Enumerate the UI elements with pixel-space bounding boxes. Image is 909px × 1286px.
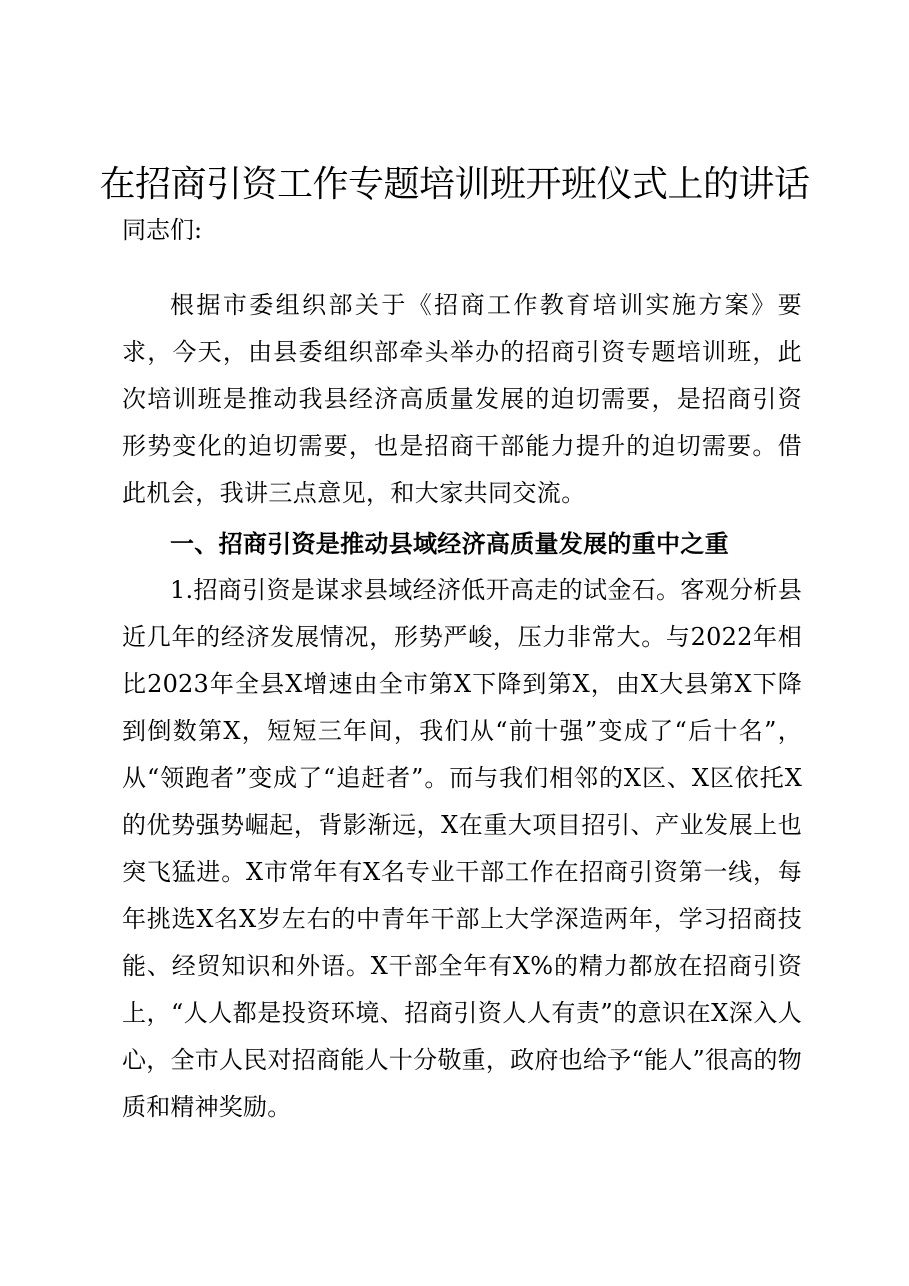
section-1-paragraph-1: 1.招商引资是谋求县域经济低开高走的试金石。客观分析县近几年的经济发展情况，形势严峻，压力非常大。与2022年相比2023年全县X增速由全市第X下降到第X，由X大县第X下降到倒数第X，短短三年间，我们从“前十强”变成了“后十名”，从“领跑者”变成了“追赶者”。而与我们相邻的X区、X区依托X的优势强势崛起，背影渐远，X在重大项目招引、产业发展上也突飞猛进。X市常年有X名专业干部工作在招商引资第一线，每年挑选X名X岁左右的中青年干部上大学深造两年，学习招商技能、经贸知识和外语。X干部全年有X%的精力都放在招商引资上，“人人都是投资环境、招商引资人人有责”的意识在X深入人心，全市人民对招商能人十分敬重，政府也给予“能人”很高的物质和精神奖励。 <box>122 576 802 1121</box>
section-heading-1: 一、招商引资是推动县域经济高质量发展的重中之重 <box>170 530 729 558</box>
document-title: 在招商引资工作专题培训班开班仪式上的讲话 <box>99 164 810 205</box>
salutation: 同志们: <box>122 216 203 244</box>
paragraph-intro: 根据市委组织部关于《招商工作教育培训实施方案》要求，今天，由县委组织部牵头举办的招商引资专题培训班，此次培训班是推动我县经济高质量发展的迫切需要，是招商引资形势变化的迫切需要，也是招商干部能力提升的迫切需要。借此机会，我讲三点意见，和大家共同交流。 <box>122 291 802 507</box>
